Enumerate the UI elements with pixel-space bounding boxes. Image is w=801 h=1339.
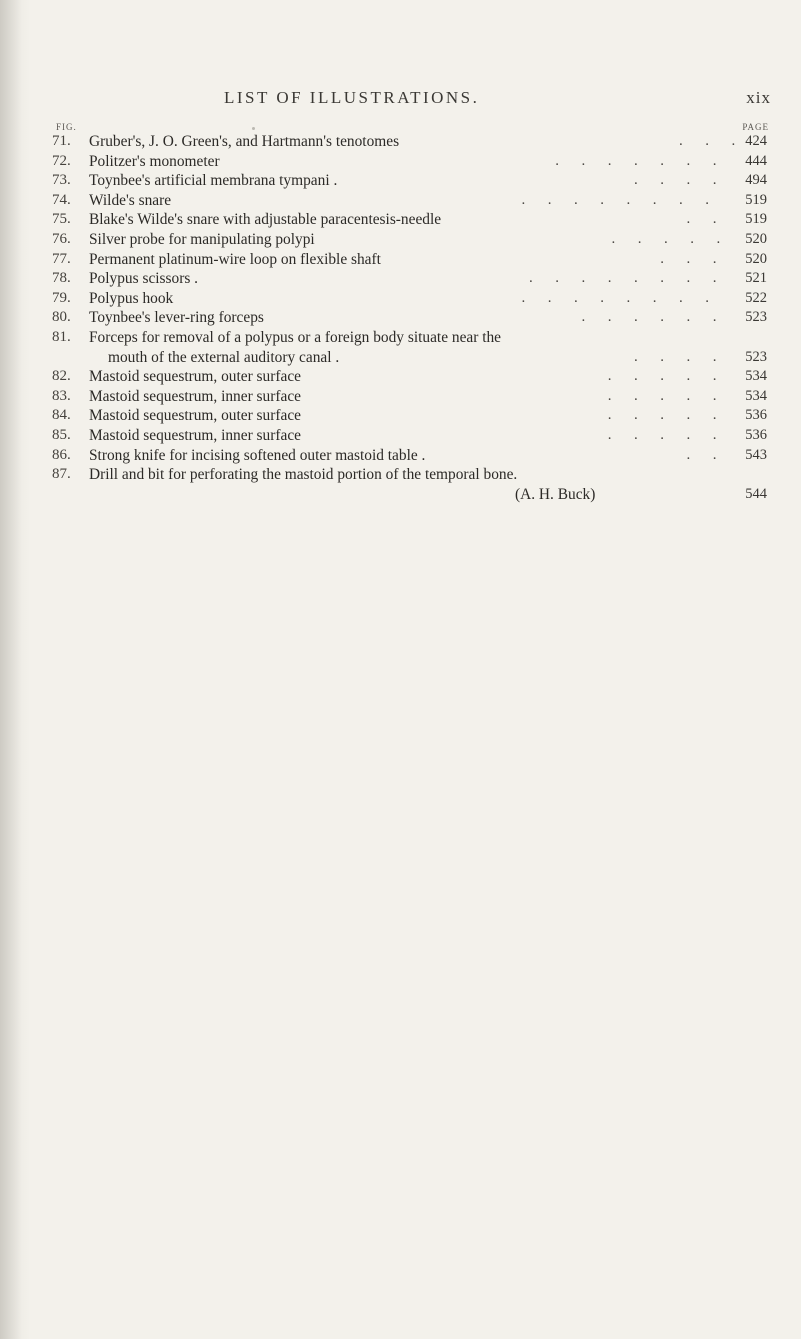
figure-number: 81. xyxy=(52,328,71,345)
figure-number: 84. xyxy=(52,407,71,424)
figure-title: Mastoid sequestrum, inner surface xyxy=(89,387,301,405)
dot-leader: . . xyxy=(686,211,739,228)
page-reference: 519 xyxy=(745,191,767,208)
figure-title: Mastoid sequestrum, outer surface xyxy=(89,368,301,386)
illustration-list xyxy=(0,132,801,485)
page-reference: 522 xyxy=(745,289,767,306)
figure-number: 72. xyxy=(52,152,71,169)
running-head xyxy=(0,88,801,112)
figure-number: 85. xyxy=(52,426,71,443)
dot-leader: . . . . . . . . xyxy=(521,191,739,208)
list-item xyxy=(0,328,801,348)
page-reference: 520 xyxy=(745,250,767,267)
dot-leader: . . . xyxy=(679,133,739,149)
page-reference: 519 xyxy=(745,211,767,228)
page-reference: 494 xyxy=(745,172,767,189)
page-reference: 534 xyxy=(745,387,767,404)
dot-leader: . . . . . . . . xyxy=(529,270,739,287)
figure-number: 76. xyxy=(52,230,71,247)
list-item xyxy=(0,465,801,485)
figure-title: Wilde's snare xyxy=(89,191,172,209)
figure-title: Drill and bit for perforating the mastoid portion of the temporal bone. xyxy=(89,466,518,484)
list-item xyxy=(0,132,801,152)
figure-title: Polypus scissors . xyxy=(89,270,199,288)
page-reference: 424 xyxy=(745,133,767,149)
figure-title: Strong knife for incising softened outer mastoid table . xyxy=(89,446,426,464)
dot-leader: . . . . . . . . xyxy=(521,289,739,306)
figure-title: Toynbee's artificial membrana tympani . xyxy=(89,172,338,190)
list-item xyxy=(0,210,801,230)
list-item xyxy=(0,230,801,250)
figure-title: Permanent platinum-wire loop on flexible shaft xyxy=(89,250,381,268)
dot-leader: . . . . xyxy=(634,172,739,189)
page-reference: 543 xyxy=(745,446,767,463)
page-reference: 520 xyxy=(745,230,767,247)
figure-number: 79. xyxy=(52,289,71,306)
list-item xyxy=(0,387,801,407)
list-item xyxy=(0,269,801,289)
dot-leader: . . . . . xyxy=(607,368,739,385)
running-head-title: LIST OF ILLUSTRATIONS. xyxy=(224,88,480,107)
figure-title: Mastoid sequestrum, outer surface xyxy=(89,407,301,425)
figure-title: Blake's Wilde's snare with adjustable paracentesis-needle xyxy=(89,211,442,229)
attribution-page: 544 xyxy=(745,486,767,502)
list-item xyxy=(0,406,801,426)
figure-number: 74. xyxy=(52,191,71,208)
figure-title: Mastoid sequestrum, inner surface xyxy=(89,426,301,444)
page-reference: 536 xyxy=(745,407,767,424)
list-item xyxy=(0,308,801,328)
figure-number: 78. xyxy=(52,270,71,287)
page-reference: 534 xyxy=(745,368,767,385)
print-speck xyxy=(252,127,255,130)
page-reference: 536 xyxy=(745,426,767,443)
figure-number: 75. xyxy=(52,211,71,228)
dot-leader: . . . . . . . xyxy=(555,152,739,169)
dot-leader: . . . . . xyxy=(607,387,739,404)
list-item xyxy=(0,250,801,270)
page-number: xix xyxy=(746,88,771,107)
figure-title: Forceps for removal of a polypus or a foreign body situate near the xyxy=(89,328,501,346)
list-item xyxy=(0,152,801,172)
figure-number: 80. xyxy=(52,309,71,326)
dot-leader: . . . . . xyxy=(607,407,739,424)
list-item xyxy=(0,426,801,446)
figure-title: mouth of the external auditory canal . xyxy=(108,348,340,366)
page-reference: 523 xyxy=(745,348,767,365)
figure-number: 71. xyxy=(52,133,71,149)
dot-leader: . . . . . . xyxy=(581,309,739,326)
dot-leader: . . . . . xyxy=(607,426,739,443)
attribution: (A. H. Buck) xyxy=(515,486,596,503)
figure-number: 73. xyxy=(52,172,71,189)
figure-title: Gruber's, J. O. Green's, and Hartmann's tenotomes xyxy=(89,133,400,150)
list-item xyxy=(0,446,801,466)
page-reference: 444 xyxy=(745,152,767,169)
page-reference: 523 xyxy=(745,309,767,326)
dot-leader: . . . . xyxy=(634,348,739,365)
list-item xyxy=(0,289,801,309)
fig-column-heading: FIG. xyxy=(56,122,77,132)
figure-number: 86. xyxy=(52,446,71,463)
figure-title: Politzer's monometer xyxy=(89,152,220,170)
figure-number: 83. xyxy=(52,387,71,404)
figure-number: 77. xyxy=(52,250,71,267)
list-item xyxy=(0,191,801,211)
dot-leader: . . xyxy=(686,446,739,463)
figure-title: Toynbee's lever-ring forceps xyxy=(89,309,264,327)
list-item xyxy=(0,367,801,387)
dot-leader: . . . . . xyxy=(611,230,739,247)
list-item xyxy=(0,348,801,368)
list-item xyxy=(0,171,801,191)
dot-leader: . . . xyxy=(660,250,739,267)
figure-title: Silver probe for manipulating polypi xyxy=(89,230,315,248)
page-column-heading: PAGE xyxy=(742,122,769,132)
page-reference: 521 xyxy=(745,270,767,287)
figure-number: 82. xyxy=(52,368,71,385)
figure-number: 87. xyxy=(52,466,71,483)
figure-title: Polypus hook xyxy=(89,289,174,307)
